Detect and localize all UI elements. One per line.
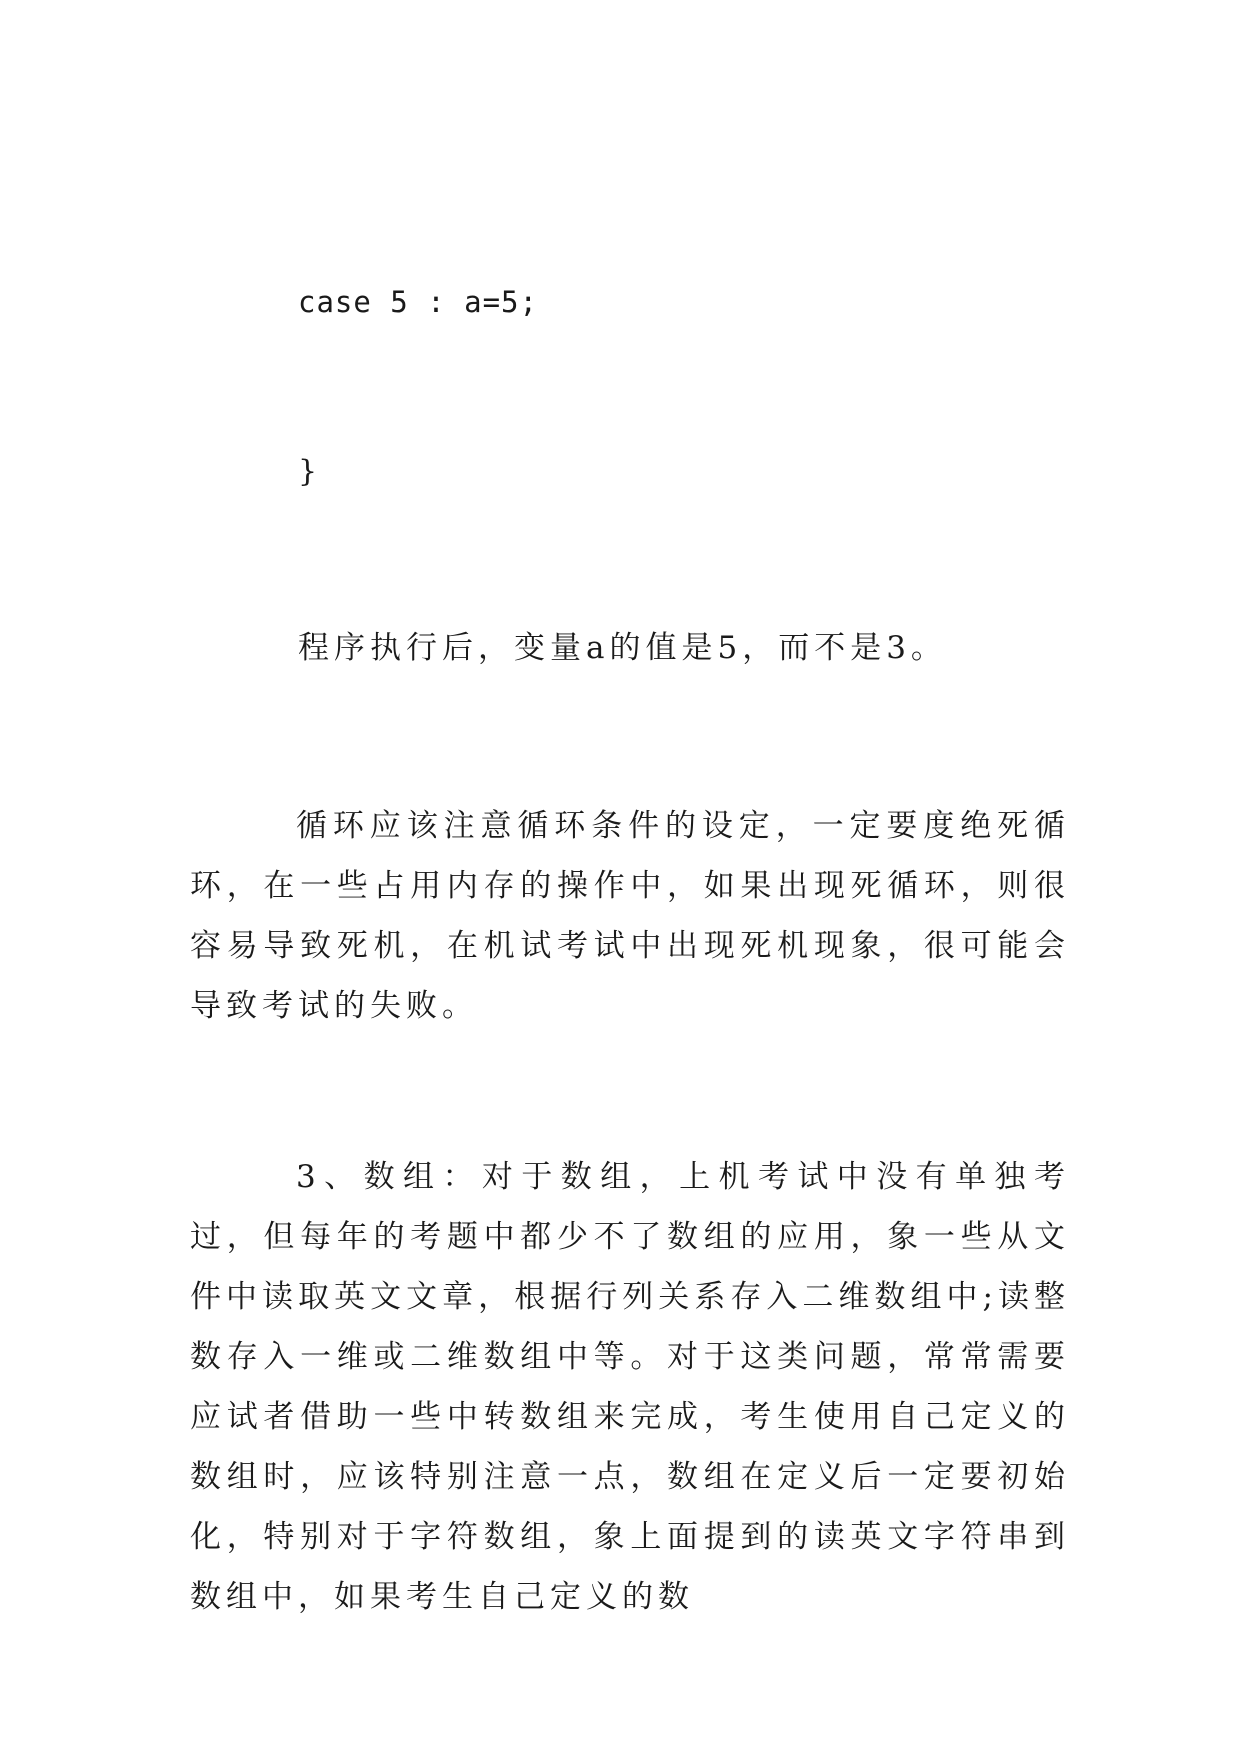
paragraph-array: 3、数组：对于数组，上机考试中没有单独考过，但每年的考题中都少不了数组的应用，象一些从文件中读取英文文章，根据行列关系存入二维数组中;读整数存入一维或二维数组中等。对于这类问题，常常需要应试者借助一些中转数组来完成，考生使用自己定义的数组时，应该特别注意一点，数组在定义后一定要初始化，特别对于字符数组，象上面提到的读英文字符串到数组中，如果考生自己定义的数 [190, 1159, 1070, 1615]
result-sentence: 程序执行后，变量a的值是5，而不是3。 [298, 630, 947, 666]
code-line-case: case 5 : a=5; [298, 285, 538, 319]
code-line-closing-brace: } [298, 454, 319, 489]
paragraph-loop: 循环应该注意循环条件的设定，一定要度绝死循环，在一些占用内存的操作中，如果出现死循环，则很容易导致死机，在机试考试中出现死机现象，很可能会导致考试的失败。 [190, 808, 1070, 1024]
